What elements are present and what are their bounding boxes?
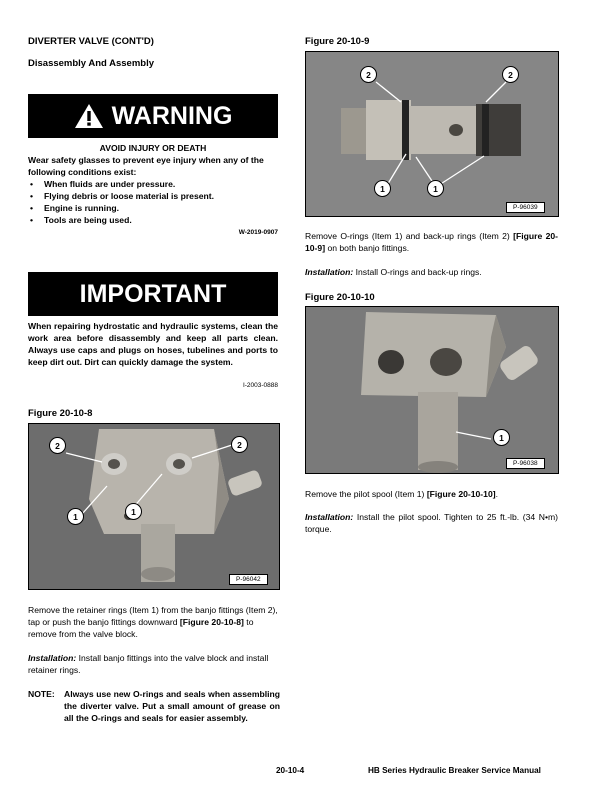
paragraph-text: to remove from the valve block.: [28, 617, 254, 639]
photo-id-label: P-96042: [229, 574, 268, 585]
figure-title: Figure 20-10-8: [28, 408, 93, 419]
callout-item-2: 2: [231, 436, 248, 453]
manual-title: HB Series Hydraulic Breaker Service Manual: [368, 766, 541, 775]
photo-id-label: P-96039: [506, 202, 545, 213]
installation-label: Installation:: [28, 653, 77, 663]
page-number: 20-10-4: [276, 766, 305, 775]
installation-label: Installation:: [305, 267, 354, 277]
important-text: When repairing hydrostatic and hydraulic systems, clean the work area before disassembly and keep all parts clean. Always use caps and plugs on hoses, tubelines and ports to keep dirt out. Dirt can quickly damage the system.: [28, 321, 278, 367]
warning-bullets: [28, 178, 278, 226]
warning-banner-text: WARNING: [111, 101, 233, 130]
figure-reference: [Figure 20-10-8]: [179, 617, 244, 627]
figure-20-10-10-photo: [305, 306, 559, 474]
figure-title: Figure 20-10-9: [305, 36, 370, 47]
paragraph-installation-o-rings: [305, 266, 558, 278]
photo-id-label: P-96038: [506, 458, 545, 469]
paragraph-text: Remove O-rings (Item 1) and back-up rings (Item 2): [305, 231, 514, 241]
paragraph-text: Remove the retainer rings (Item 1) from the banjo fittings (Item 2), tap or push the banjo fittings downward: [28, 605, 278, 627]
paragraph-text: Install O-rings and back-up rings.: [353, 267, 482, 277]
warning-bullet: • Tools are being used.: [28, 214, 278, 226]
paragraph-text: Install banjo fittings into the valve block and install retainer rings.: [28, 653, 269, 675]
callout-item-1: 1: [493, 429, 510, 446]
important-banner-text: IMPORTANT: [79, 279, 227, 308]
section-title: DIVERTER VALVE (CONT'D): [28, 36, 154, 47]
paragraph-text: on both banjo fittings.: [325, 243, 410, 253]
callout-item-2: 2: [360, 66, 377, 83]
installation-label: Installation:: [305, 512, 354, 522]
paragraph-text: Install the pilot spool. Tighten to 25 ft.-lb. (34 N•m) torque.: [305, 512, 558, 534]
warning-banner: [28, 94, 278, 138]
important-banner: [28, 272, 278, 316]
callout-item-2: 2: [49, 437, 66, 454]
warning-heading: AVOID INJURY OR DEATH: [99, 143, 207, 153]
figure-20-10-8-photo: [28, 423, 280, 590]
pilot-spool-illustration: [306, 307, 558, 473]
paragraph-text: .: [495, 489, 498, 499]
figure-title: Figure 20-10-10: [305, 292, 375, 303]
figure-reference: [Figure 20-10-9]: [305, 231, 558, 253]
important-code: I-2003-0888: [242, 382, 278, 389]
warning-bullet: • Flying debris or loose material is present.: [28, 190, 278, 202]
callout-item-2: 2: [502, 66, 519, 83]
callout-item-1: 1: [427, 180, 444, 197]
paragraph-remove-pilot-spool: [305, 488, 558, 500]
warning-triangle-icon: [74, 103, 104, 129]
callout-item-1: 1: [125, 503, 142, 520]
callout-item-1: 1: [67, 508, 84, 525]
warning-bullet: • Engine is running.: [28, 202, 278, 214]
warning-intro: Wear safety glasses to prevent eye injury when any of the following conditions exist:: [28, 155, 264, 177]
paragraph-text: Remove the pilot spool (Item 1): [305, 489, 427, 499]
subsection-title: Disassembly And Assembly: [28, 58, 155, 69]
paragraph-remove-o-rings: [305, 230, 558, 254]
note-label: NOTE:: [28, 689, 55, 699]
paragraph-installation-banjo: [28, 652, 280, 676]
paragraph-installation-pilot-spool: [305, 511, 558, 535]
note-text: Always use new O-rings and seals when assembling the diverter valve. Put a small amount of grease on all the O-rings and seals for easier assembly.: [64, 689, 280, 723]
warning-bullet: • When fluids are under pressure.: [28, 178, 278, 190]
figure-reference: [Figure 20-10-10]: [426, 489, 496, 499]
paragraph-remove-retainer-rings: [28, 604, 280, 640]
callout-item-1: 1: [374, 180, 391, 197]
warning-code: W-2019-0907: [238, 229, 278, 236]
figure-20-10-9-photo: [305, 51, 559, 217]
